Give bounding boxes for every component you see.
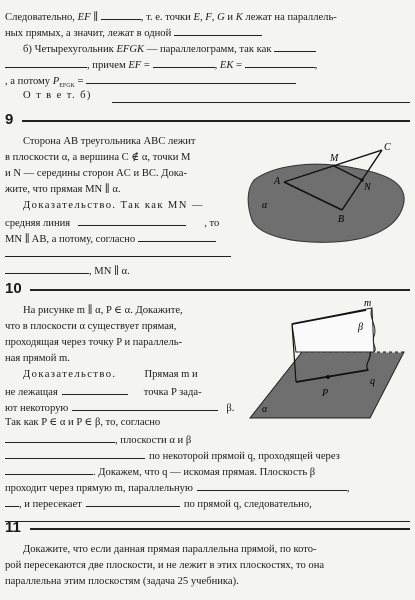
task10-line [5, 479, 350, 496]
text: точка P зада- [143, 387, 202, 398]
text: б) Четырехугольник [23, 44, 117, 55]
text: = [141, 60, 153, 71]
text: , [346, 483, 350, 494]
task10-line: На рисунке m ∥ α, P ∈ α. Докажите, [23, 305, 183, 316]
answer-blank[interactable] [78, 214, 186, 226]
section-rule [22, 120, 410, 122]
label-alpha: α [262, 404, 268, 415]
text: , плоскости α и β [115, 435, 192, 446]
segment-ef: EF [128, 60, 142, 71]
top-line-4 [5, 56, 317, 73]
answer-blank[interactable] [174, 24, 262, 36]
quad-efgk: EFGK [116, 44, 145, 55]
label-a: A [274, 176, 281, 187]
answer-blank[interactable] [5, 431, 115, 443]
answer-blank[interactable] [101, 8, 141, 20]
top-line-2 [5, 24, 262, 41]
answer-blank[interactable] [62, 383, 128, 395]
answer-blank[interactable] [5, 262, 89, 274]
task10-line: проходящая через точку P и параллель- [5, 337, 183, 348]
text: средняя линия [5, 218, 71, 229]
text: по некоторой прямой q, проходящей через [149, 451, 340, 462]
answer-blank[interactable] [86, 72, 296, 84]
answer-field[interactable] [5, 244, 231, 257]
text: , MN ∥ α. [89, 266, 130, 277]
answer-blank[interactable] [153, 56, 215, 68]
answer-field[interactable] [5, 509, 410, 522]
task-number-9: 9 [5, 111, 14, 128]
text: , [214, 60, 220, 71]
task9-line: и N — середины сторон AC и BC. Дока- [5, 168, 187, 179]
text: β. [226, 403, 235, 414]
point-e: E [193, 12, 200, 23]
task-number-10: 10 [5, 280, 22, 297]
label-q: q [370, 376, 375, 387]
answer-blank[interactable] [245, 56, 315, 68]
label-b: B [338, 214, 345, 225]
text: не лежащая [5, 387, 58, 398]
plane-alpha [250, 352, 404, 418]
text: MN ∥ AB, а потому, согласно [5, 234, 136, 245]
text: , [199, 12, 206, 23]
text: , причем [87, 60, 129, 71]
text: и [224, 12, 236, 23]
task9-line: Сторона AB треугольника ABC лежит [23, 136, 196, 147]
text: Прямая m и [144, 369, 198, 380]
text: = [233, 60, 245, 71]
task10-line [5, 447, 340, 464]
point-g: G [217, 12, 225, 23]
text: , и пересекает [19, 499, 82, 510]
section-rule [30, 528, 410, 530]
text: . Докажем, что q — искомая прямая. Плоскость β [93, 467, 316, 478]
text: — параллелограмм, так как [144, 44, 272, 55]
task10-line [23, 367, 198, 382]
figure-10 [244, 296, 410, 428]
plane-alpha [248, 164, 404, 242]
task11-line: параллельна этим плоскостям (задача 25 учебника). [5, 576, 239, 587]
task9-proof: Доказательство. Так как MN — [23, 200, 204, 211]
task9-line [5, 262, 130, 279]
label-m: M [330, 153, 339, 164]
point-k: K [235, 12, 243, 23]
answer-line [23, 88, 92, 103]
task11-line: рой пересекаются две плоскости, и не лежит в этих плоскостях, то она [5, 560, 325, 571]
top-line-1 [5, 8, 337, 25]
text: ных прямых, а значит, лежат в одной [5, 28, 172, 39]
label-c: C [384, 142, 391, 153]
text: Следовательно, [5, 12, 78, 23]
answer-blank[interactable] [5, 495, 19, 507]
answer-blank[interactable] [5, 463, 93, 475]
point-p [326, 375, 330, 379]
top-line-3 [23, 40, 316, 57]
answer-label: О т в е т. б) [23, 90, 92, 101]
figure-9 [244, 140, 410, 248]
segment-ek: EK [219, 60, 234, 71]
task10-line: ная прямой m. [5, 353, 70, 364]
proof-label: Доказательство. [23, 369, 117, 380]
task-number-11: 11 [5, 519, 21, 536]
text: , т. е. точки [140, 12, 194, 23]
task10-line [5, 431, 191, 448]
text: ют некоторую [5, 403, 69, 414]
answer-blank[interactable] [5, 56, 87, 68]
task9-line: в плоскости α, а вершина C ∉ α, точки M [5, 152, 191, 163]
label-n: N [364, 182, 371, 193]
text: по прямой q, следовательно, [183, 499, 312, 510]
task10-line [5, 383, 202, 400]
text: , а потому [5, 76, 53, 87]
task11-line: Докажите, что если данная прямая параллельна прямой, по кото- [23, 544, 317, 555]
label-alpha: α [262, 200, 268, 211]
task9-line: жите, что прямая MN ∥ α. [5, 184, 121, 195]
segment-ef: EF [77, 12, 91, 23]
label-p: P [322, 388, 329, 399]
parallel-sign: ∥ [90, 12, 101, 23]
task10-line [5, 399, 234, 416]
answer-blank[interactable] [274, 40, 316, 52]
label-m: m [364, 298, 372, 309]
task9-line [5, 214, 219, 231]
subscript: EFGK [59, 83, 75, 90]
perimeter-p: P [52, 76, 60, 87]
text: , [211, 12, 218, 23]
point-f: F [205, 12, 212, 23]
answer-blank[interactable] [138, 230, 216, 242]
label-beta: β [358, 322, 363, 333]
task10-line: что в плоскости α существует прямая, [5, 321, 177, 332]
text: проходит через прямую m, параллельную [5, 483, 193, 494]
answer-blank[interactable] [5, 447, 145, 459]
answer-field[interactable] [112, 90, 410, 103]
text: , [314, 60, 318, 71]
task10-line [5, 463, 315, 480]
text: лежат на параллель- [242, 12, 337, 23]
answer-blank[interactable] [86, 495, 180, 507]
answer-blank[interactable] [197, 479, 347, 491]
text: = [74, 76, 87, 87]
text: , то [204, 218, 220, 229]
answer-blank[interactable] [72, 399, 218, 411]
task10-line: Так как P ∈ α и P ∈ β, то, согласно [5, 417, 161, 428]
section-rule [30, 289, 410, 291]
